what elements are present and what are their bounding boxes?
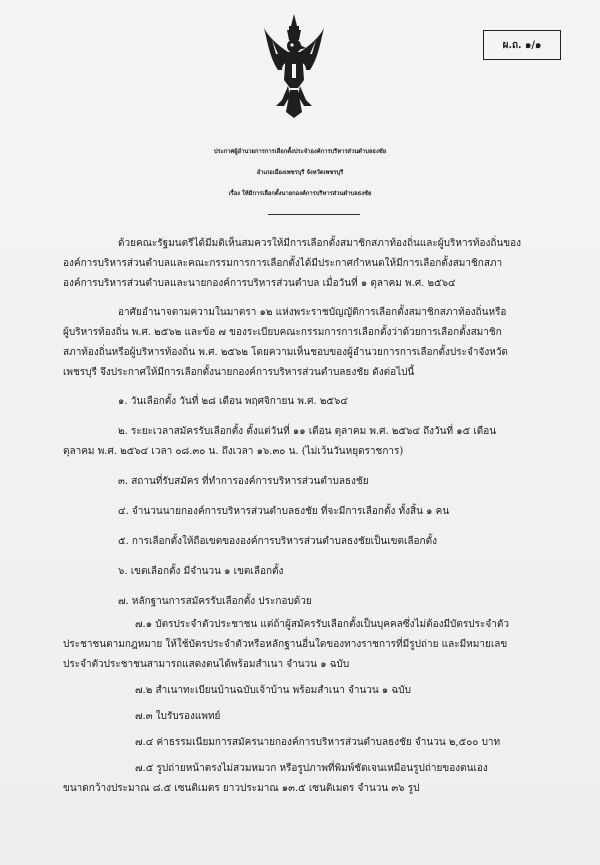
garuda-emblem-icon — [262, 14, 326, 118]
list-item-4: ๔. จำนวนนายกองค์การบริหารส่วนตำบลธงชัย ที่จะมีการเลือกตั้ง ทั้งสิ้น ๑ คน — [118, 506, 450, 517]
body-line: อาศัยอำนาจตามความในมาตรา ๑๒ แห่งพระราชบัญญัติการเลือกตั้งสมาชิกสภาท้องถิ่นหรือ — [118, 307, 507, 318]
sub-item-7-4: ๗.๔ ค่าธรรมเนียมการสมัครนายกองค์การบริหารส่วนตำบลธงชัย จำนวน ๒,๕๐๐ บาท — [135, 737, 501, 748]
title-divider — [268, 214, 360, 215]
announcement-district: อำเภอเมืองเพชรบุรี จังหวัดเพชรบุรี — [256, 170, 344, 176]
sub-item-7-2: ๗.๒ สำเนาทะเบียนบ้านฉบับเจ้าบ้าน พร้อมสำเนา จำนวน ๑ ฉบับ — [135, 685, 411, 696]
list-item-1: ๑. วันเลือกตั้ง วันที่ ๒๘ เดือน พฤศจิกายน พ.ศ. ๒๕๖๔ — [118, 396, 348, 407]
sub-item-7-5-cont: ขนาดกว้างประมาณ ๘.๕ เซนติเมตร ยาวประมาณ ๑๓.๕ เซนติเมตร จำนวน ๓๖ รูป — [63, 783, 420, 794]
list-item-3: ๓. สถานที่รับสมัคร ที่ทำการองค์การบริหารส่วนตำบลธงชัย — [118, 476, 369, 487]
body-line: เพชรบุรี จึงประกาศให้มีการเลือกตั้งนายกองค์การบริหารส่วนตำบลธงชัย ดังต่อไปนี้ — [63, 367, 415, 378]
sub-item-7-1-cont: ประชาชนตามกฎหมาย ให้ใช้บัตรประจำตัวหรือหลักฐานอื่นใดของทางราชการที่มีรูปถ่าย และมีหมายเลข — [63, 639, 508, 650]
announcement-title: ประกาศผู้อำนวยการการเลือกตั้งประจำองค์การบริหารส่วนตำบลธงชัย — [213, 149, 387, 155]
list-item-5: ๕. การเลือกตั้งให้ถือเขตขององค์การบริหารส่วนตำบลธงชัยเป็นเขตเลือกตั้ง — [118, 536, 437, 547]
sub-item-7-3: ๗.๓ ใบรับรองแพทย์ — [135, 711, 221, 722]
body-line: องค์การบริหารส่วนตำบลและนายกองค์การบริหารส่วนตำบล เมื่อวันที่ ๑ ตุลาคม พ.ศ. ๒๕๖๔ — [63, 278, 456, 289]
body-line: ด้วยคณะรัฐมนตรีได้มีมติเห็นสมควรให้มีการเลือกตั้งสมาชิกสภาท้องถิ่นและผู้บริหารท้องถิ่นของ — [118, 238, 522, 249]
reference-code-box: ผ.ถ. ๑/๑ — [483, 30, 561, 60]
list-item-2: ๒. ระยะเวลาสมัครรับเลือกตั้ง ตั้งแต่วันที่ ๑๑ เดือน ตุลาคม พ.ศ. ๒๕๖๔ ถึงวันที่ ๑๕ เดือน — [118, 426, 497, 437]
sub-item-7-1: ๗.๑ บัตรประจำตัวประชาชน แต่ถ้าผู้สมัครรับเลือกตั้งเป็นบุคคลซึ่งไม่ต้องมีบัตรประจำตัว — [135, 619, 509, 630]
sub-item-7-1-cont: ประจำตัวประชาชนสามารถแสดงตนได้พร้อมสำเนา จำนวน ๑ ฉบับ — [63, 659, 350, 670]
body-line: สภาท้องถิ่นหรือผู้บริหารท้องถิ่น พ.ศ. ๒๕๖๒ โดยความเห็นชอบของผู้อำนวยการการเลือกตั้งประจำจังหวัด — [63, 347, 508, 358]
list-item-7: ๗. หลักฐานการสมัครรับเลือกตั้ง ประกอบด้วย — [118, 596, 312, 607]
body-line: ผู้บริหารท้องถิ่น พ.ศ. ๒๕๖๒ และข้อ ๗ ของระเบียบคณะกรรมการการเลือกตั้งว่าด้วยการเลือกตั้งสมาชิก — [63, 327, 502, 338]
list-item-6: ๖. เขตเลือกตั้ง มีจำนวน ๑ เขตเลือกตั้ง — [118, 566, 284, 577]
list-item-2-cont: ตุลาคม พ.ศ. ๒๕๖๔ เวลา ๐๘.๓๐ น. ถึงเวลา ๑๖.๓๐ น. (ไม่เว้นวันหยุดราชการ) — [63, 446, 404, 457]
body-line: องค์การบริหารส่วนตำบลและคณะกรรมการการเลือกตั้งได้มีประกาศกำหนดให้มีการเลือกตั้งสมาชิกสภา — [63, 258, 503, 269]
sub-item-7-5: ๗.๕ รูปถ่ายหน้าตรงไม่สวมหมวก หรือรูปภาพที่พิมพ์ชัดเจนเหมือนรูปถ่ายของตนเอง — [135, 763, 488, 774]
announcement-subject: เรื่อง ให้มีการเลือกตั้งนายกองค์การบริหารส่วนตำบลธงชัย — [228, 191, 372, 197]
